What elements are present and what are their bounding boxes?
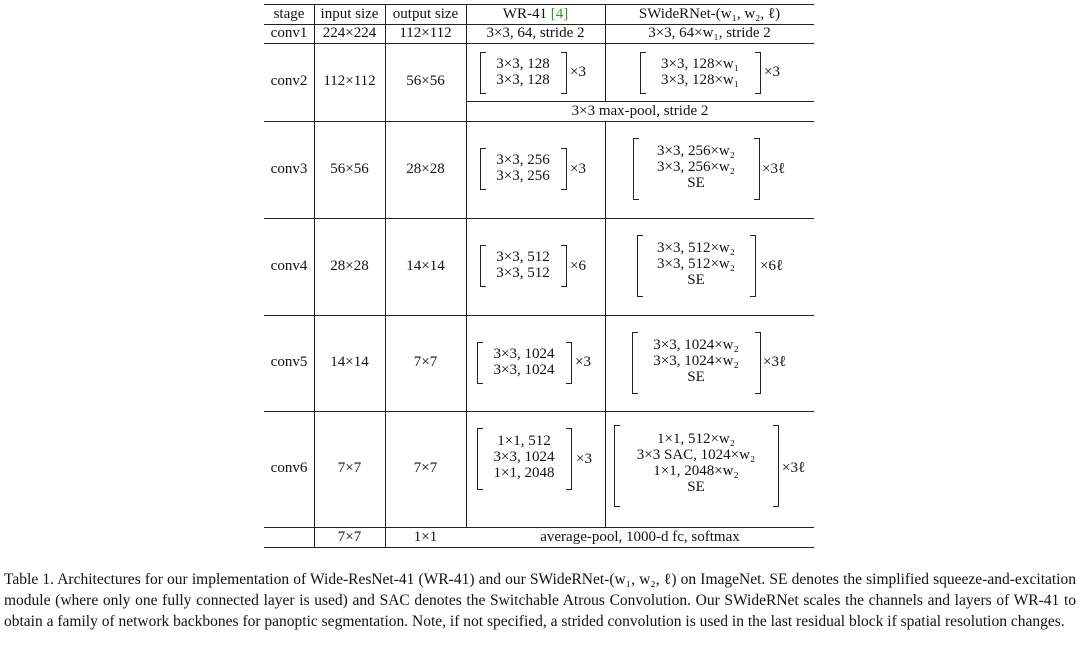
stage-cell: conv3 [270, 161, 308, 177]
block-line: 3×3, 128 [496, 72, 550, 88]
stage-cell: conv1 [270, 25, 308, 41]
left-bracket [637, 235, 643, 297]
block-line: 3×3, 512 [496, 249, 550, 265]
header-wr41-label: WR-41 [502, 6, 547, 22]
caption-text: Architectures for our implementation of Wide-ResNet-41 (WR-41) and our SWideRNet-(w₁, w₂, ℓ) on ImageNet. SE denotes the simplified squeeze-and-excitation module (where only one fully connected layer is used) and SAC denotes the Switchable Atrous Convolution. Our SWideRNet scales the channels and layers of WR-41 to obtain a family of network backbones for panoptic segmentation. Note, if not specified, a strided convolution is used in the last residual block if spatial resolution changes. [4, 571, 1076, 630]
block-line: 3×3, 128 [496, 56, 550, 72]
max-pool-cell: 3×3 max-pool, stride 2 [571, 103, 709, 119]
row-rule [264, 121, 814, 122]
header-output-size: output size [392, 6, 459, 22]
left-bracket [477, 428, 483, 490]
block-line: 3×3, 256 [496, 152, 550, 168]
block-line: SE [687, 272, 705, 288]
block-line: 3×3, 1024×w₂ [653, 353, 739, 369]
repeat-factor: ×3 [576, 451, 592, 467]
block-line: 1×1, 2048 [493, 465, 555, 481]
repeat-factor: ×3ℓ [763, 354, 787, 370]
right-bracket [755, 332, 761, 394]
output-size-cell: 56×56 [406, 73, 445, 89]
block-line: 3×3, 512 [496, 265, 550, 281]
block-line: 3×3, 256×w₂ [657, 143, 735, 159]
block-line: 3×3, 1024 [493, 449, 555, 465]
citation-link[interactable]: [4] [550, 6, 569, 22]
table-bottom-rule [264, 547, 814, 548]
block-line: 3×3, 1024×w₂ [653, 337, 739, 353]
block-line: 3×3, 128×w₁ [661, 72, 739, 88]
table-top-rule [264, 4, 814, 5]
repeat-factor: ×3ℓ [782, 460, 806, 476]
wr41-block [484, 433, 564, 481]
swiderrnet-block [640, 143, 752, 191]
block-line: 3×3, 256 [496, 168, 550, 184]
output-size-cell: 1×1 [413, 529, 438, 545]
wr41-block [484, 346, 564, 378]
stage-cell: conv4 [270, 258, 308, 274]
swiderrnet-block [644, 240, 748, 288]
column-rule [605, 121, 606, 528]
header-input-size: input size [320, 6, 379, 22]
pool-rule [466, 101, 814, 102]
block-line: 3×3, 512×w₂ [657, 240, 735, 256]
stage-cell: conv6 [270, 460, 308, 476]
repeat-factor: ×3 [570, 64, 586, 80]
left-bracket [480, 245, 486, 287]
left-bracket [633, 138, 639, 200]
wr41-block [487, 249, 559, 281]
repeat-factor: ×3 [575, 354, 591, 370]
right-bracket [561, 148, 567, 190]
header-wr41 [466, 6, 605, 22]
column-rule [466, 4, 467, 528]
input-size-cell: 14×14 [330, 354, 369, 370]
output-size-cell: 7×7 [413, 354, 438, 370]
block-line: SE [687, 369, 705, 385]
input-size-cell: 224×224 [322, 25, 377, 41]
output-size-cell: 112×112 [399, 25, 452, 41]
input-size-cell: 28×28 [330, 258, 369, 274]
repeat-factor: ×3 [570, 161, 586, 177]
row-rule [264, 43, 814, 44]
block-line: SE [687, 479, 705, 495]
left-bracket [632, 332, 638, 394]
block-line: 1×1, 512 [497, 433, 551, 449]
block-line: 3×3 SAC, 1024×w₂ [636, 447, 756, 463]
swiderrnet-block [621, 431, 771, 495]
header-swiderrnet: SWideRNet-(w₁, w₂, ℓ) [638, 6, 781, 22]
right-bracket [566, 342, 572, 384]
repeat-factor: ×6 [570, 258, 586, 274]
block-line: 3×3, 512×w₂ [657, 256, 735, 272]
repeat-factor: ×6ℓ [760, 258, 784, 274]
input-size-cell: 56×56 [330, 161, 369, 177]
input-size-cell: 7×7 [337, 460, 362, 476]
right-bracket [773, 425, 779, 507]
row-rule [264, 218, 814, 219]
output-size-cell: 7×7 [413, 460, 438, 476]
block-line: 3×3, 1024 [493, 346, 555, 362]
block-line: 3×3, 128×w₁ [661, 56, 739, 72]
output-size-cell: 14×14 [406, 258, 445, 274]
swiderrnet-cell: 3×3, 64×w₁, stride 2 [648, 25, 771, 41]
repeat-factor: ×3ℓ [762, 161, 786, 177]
right-bracket [566, 428, 572, 490]
swiderrnet-block [639, 337, 753, 385]
stage-cell: conv5 [270, 354, 308, 370]
wr41-block [487, 56, 559, 88]
row-rule [264, 411, 814, 412]
wr41-block [487, 152, 559, 184]
swiderrnet-block [647, 56, 753, 88]
head-cell: average-pool, 1000-d fc, softmax [540, 529, 740, 545]
input-size-cell: 112×112 [323, 73, 376, 89]
block-line: SE [687, 175, 705, 191]
stage-cell: conv2 [270, 73, 308, 89]
header-stage: stage [273, 6, 305, 22]
repeat-factor: ×3 [764, 64, 780, 80]
right-bracket [561, 245, 567, 287]
output-size-cell: 28×28 [406, 161, 445, 177]
block-line: 3×3, 256×w₂ [657, 159, 735, 175]
right-bracket [755, 52, 761, 94]
row-rule [264, 527, 814, 528]
wr41-cell: 3×3, 64, stride 2 [486, 25, 585, 41]
block-line: 1×1, 2048×w₂ [653, 463, 739, 479]
left-bracket [614, 425, 620, 507]
block-line: 3×3, 1024 [493, 362, 555, 378]
block-line: 1×1, 512×w₂ [657, 431, 735, 447]
left-bracket [640, 52, 646, 94]
right-bracket [750, 235, 756, 297]
row-rule [264, 315, 814, 316]
right-bracket [754, 138, 760, 200]
left-bracket [480, 52, 486, 94]
table-caption [4, 569, 1076, 632]
right-bracket [561, 52, 567, 94]
input-size-cell: 7×7 [337, 529, 362, 545]
left-bracket [477, 342, 483, 384]
left-bracket [480, 148, 486, 190]
caption-label: Table 1. [4, 571, 54, 588]
